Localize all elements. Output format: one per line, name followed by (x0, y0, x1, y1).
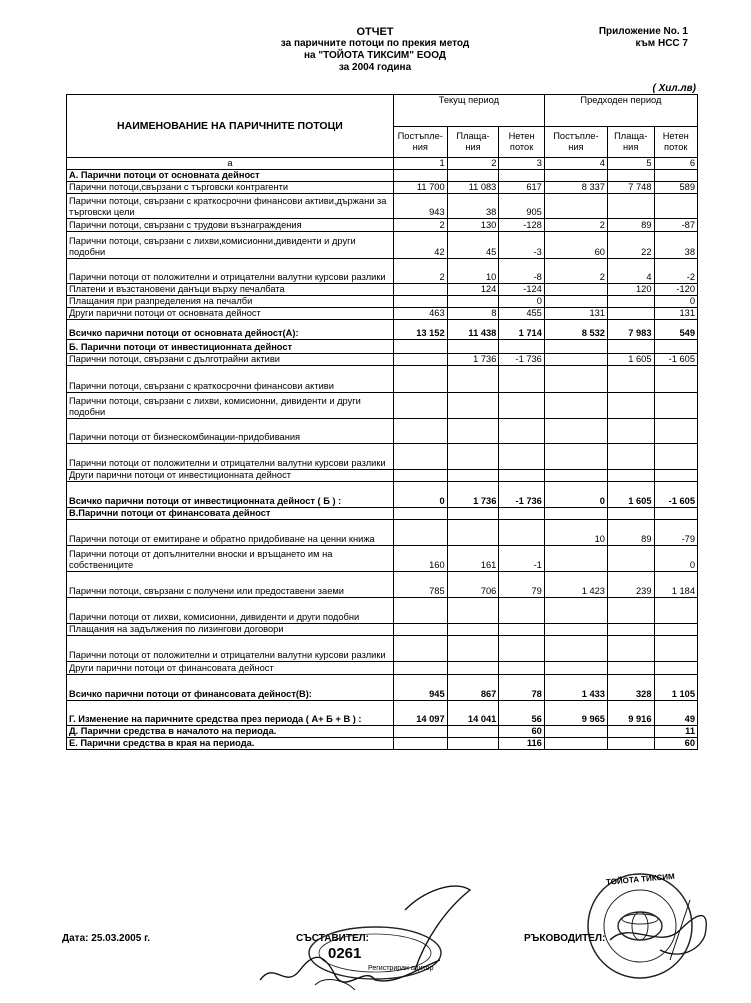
value-cell: 60 (654, 738, 698, 750)
unit-label: ( Хил.лв) (652, 83, 696, 94)
value-cell: 7 748 (607, 182, 654, 194)
index-cell: 1 (393, 158, 447, 170)
value-cell: 11 083 (447, 182, 499, 194)
annex-line-1: Приложение No. 1 (598, 26, 688, 37)
value-cell: 89 (607, 520, 654, 546)
value-cell: 463 (393, 308, 447, 320)
table-row (67, 320, 698, 340)
value-cell (607, 194, 654, 219)
value-cell: 2 (544, 259, 607, 284)
row-label: Парични потоци от положителни и отрицателни валутни курсови разлики (67, 444, 394, 470)
value-cell (654, 170, 698, 182)
value-cell (654, 662, 698, 675)
value-cell: 89 (607, 219, 654, 232)
value-cell (393, 393, 447, 419)
value-cell (607, 624, 654, 636)
value-cell: 867 (447, 675, 499, 701)
value-cell (607, 470, 654, 482)
value-cell: 11 700 (393, 182, 447, 194)
value-cell: 60 (544, 232, 607, 259)
value-cell (544, 296, 607, 308)
value-cell (654, 444, 698, 470)
annex-reference (548, 26, 688, 50)
value-cell (607, 393, 654, 419)
row-label: Парични потоци,свързани с търговски контрагенти (67, 182, 394, 194)
value-cell (607, 546, 654, 572)
value-cell (654, 366, 698, 393)
row-label: Други парични потоци от инвестиционната дейност (67, 470, 394, 482)
value-cell: 2 (393, 259, 447, 284)
table-row (67, 393, 698, 419)
row-label: Парични потоци, свързани с краткосрочни финансови активи (67, 366, 394, 393)
value-cell (499, 444, 545, 470)
table-row (67, 598, 698, 624)
compiler-stamp-text: Регистриран одитор (368, 965, 434, 972)
value-cell (544, 546, 607, 572)
value-cell (544, 444, 607, 470)
value-cell (654, 419, 698, 444)
index-cell: 4 (544, 158, 607, 170)
value-cell: 7 983 (607, 320, 654, 340)
value-cell (654, 340, 698, 354)
value-cell: -8 (499, 259, 545, 284)
value-cell (393, 738, 447, 750)
value-cell: 1 736 (447, 482, 499, 508)
value-cell: -120 (654, 284, 698, 296)
value-cell (544, 470, 607, 482)
value-cell: -3 (499, 232, 545, 259)
value-cell (499, 508, 545, 520)
value-cell (654, 194, 698, 219)
table-row (67, 546, 698, 572)
value-cell: 2 (393, 219, 447, 232)
value-cell (654, 470, 698, 482)
index-cell: а (67, 158, 394, 170)
value-cell: 8 337 (544, 182, 607, 194)
cash-flow-table (66, 94, 698, 750)
row-label: Парични потоци, свързани с лихви, комисионни, дивиденти и други подобни (67, 393, 394, 419)
value-cell: 549 (654, 320, 698, 340)
table-row (67, 194, 698, 219)
value-cell: 785 (393, 572, 447, 598)
current-period-header: Текущ период (393, 95, 544, 127)
row-label: Г. Изменение на паричните средства през периода ( А+ Б + В ) : (67, 701, 394, 726)
value-cell (499, 340, 545, 354)
value-cell (544, 419, 607, 444)
value-cell: 131 (544, 308, 607, 320)
value-cell (499, 636, 545, 662)
value-cell: 1 184 (654, 572, 698, 598)
value-cell: 45 (447, 232, 499, 259)
value-cell: 1 605 (607, 482, 654, 508)
table-row (67, 520, 698, 546)
value-cell (499, 419, 545, 444)
name-column-header: НАИМЕНОВАНИЕ НА ПАРИЧНИТЕ ПОТОЦИ (67, 95, 394, 158)
value-cell (499, 170, 545, 182)
value-cell (607, 598, 654, 624)
value-cell: 1 433 (544, 675, 607, 701)
table-row (67, 726, 698, 738)
value-cell (544, 598, 607, 624)
value-cell (544, 662, 607, 675)
row-label: Парични потоци от положителни и отрицателни валутни курсови разлики (67, 636, 394, 662)
value-cell (544, 194, 607, 219)
value-cell (447, 636, 499, 662)
value-cell: 0 (544, 482, 607, 508)
previous-period-header: Предходен период (544, 95, 697, 127)
value-cell: 116 (499, 738, 545, 750)
value-cell: -1 605 (654, 354, 698, 366)
value-cell: 124 (447, 284, 499, 296)
index-cell: 5 (607, 158, 654, 170)
value-cell: -1 605 (654, 482, 698, 508)
value-cell: 455 (499, 308, 545, 320)
annex-line-2: към НСС 7 (635, 38, 688, 49)
value-cell: 78 (499, 675, 545, 701)
value-cell (654, 508, 698, 520)
value-cell (393, 598, 447, 624)
value-cell (499, 520, 545, 546)
value-cell (544, 508, 607, 520)
value-cell: 160 (393, 546, 447, 572)
value-cell: 0 (654, 546, 698, 572)
table-row (67, 354, 698, 366)
value-cell (654, 624, 698, 636)
value-cell (393, 340, 447, 354)
value-cell: 161 (447, 546, 499, 572)
manager-label: РЪКОВОДИТЕЛ: (524, 933, 606, 944)
value-cell (393, 726, 447, 738)
table-row (67, 662, 698, 675)
value-cell: -2 (654, 259, 698, 284)
index-cell: 3 (499, 158, 545, 170)
value-cell (607, 340, 654, 354)
row-label: Всичко парични потоци от финансовата дейност(В): (67, 675, 394, 701)
value-cell (447, 520, 499, 546)
value-cell: -1 736 (499, 354, 545, 366)
table-row (67, 340, 698, 354)
row-label: Парични потоци, свързани с краткосрочни финансови активи,държани за търговски цели (67, 194, 394, 219)
value-cell (607, 508, 654, 520)
value-cell (499, 598, 545, 624)
value-cell: 943 (393, 194, 447, 219)
row-label: Парични потоци от положителни и отрицателни валутни курсови разлики (67, 259, 394, 284)
value-cell (654, 393, 698, 419)
value-cell: 945 (393, 675, 447, 701)
index-cell: 2 (447, 158, 499, 170)
row-label: Плащания на задължения по лизингови договори (67, 624, 394, 636)
value-cell (447, 598, 499, 624)
row-label: Парични потоци, свързани с дълготрайни активи (67, 354, 394, 366)
value-cell (499, 366, 545, 393)
col-header-4: Постъпле-ния (544, 127, 607, 158)
value-cell (544, 624, 607, 636)
table-row (67, 636, 698, 662)
table-row (67, 170, 698, 182)
value-cell: 0 (499, 296, 545, 308)
report-subtitle: за паричните потоци по прекия метод (280, 38, 470, 49)
value-cell (393, 419, 447, 444)
table-row (67, 259, 698, 284)
value-cell: 56 (499, 701, 545, 726)
value-cell: 130 (447, 219, 499, 232)
table-row (67, 232, 698, 259)
table-row (67, 308, 698, 320)
table-row (67, 701, 698, 726)
value-cell (447, 726, 499, 738)
value-cell: 8 (447, 308, 499, 320)
value-cell: 14 041 (447, 701, 499, 726)
table-row (67, 482, 698, 508)
report-date: Дата: 25.03.2005 г. (62, 933, 151, 944)
value-cell: 706 (447, 572, 499, 598)
col-header-2: Плаща-ния (447, 127, 499, 158)
compiler-stamp-number: 0261 (328, 945, 362, 962)
value-cell (393, 444, 447, 470)
value-cell (447, 419, 499, 444)
value-cell (499, 624, 545, 636)
value-cell: 0 (393, 482, 447, 508)
value-cell: 11 (654, 726, 698, 738)
index-cell: 6 (654, 158, 698, 170)
row-label: Д. Парични средства в началото на периода. (67, 726, 394, 738)
value-cell (607, 170, 654, 182)
value-cell: 239 (607, 572, 654, 598)
row-label: Б. Парични потоци от инвестиционната дейност (67, 340, 394, 354)
value-cell (393, 508, 447, 520)
report-title: ОТЧЕТ (356, 26, 394, 38)
value-cell: -128 (499, 219, 545, 232)
value-cell (447, 738, 499, 750)
value-cell: 38 (654, 232, 698, 259)
company-name: на "ТОЙОТА ТИКСИМ" ЕООД (304, 50, 446, 61)
value-cell: 1 736 (447, 354, 499, 366)
value-cell (393, 366, 447, 393)
value-cell (544, 726, 607, 738)
value-cell (544, 354, 607, 366)
value-cell (447, 170, 499, 182)
compiler-signature (255, 870, 485, 1000)
value-cell (654, 598, 698, 624)
value-cell: -79 (654, 520, 698, 546)
value-cell (607, 419, 654, 444)
col-header-1: Постъпле-ния (393, 127, 447, 158)
value-cell (447, 508, 499, 520)
row-label: Е. Парични средства в края на периода. (67, 738, 394, 750)
value-cell: -87 (654, 219, 698, 232)
row-label: Парични потоци от допълнителни вноски и връщането им на собствениците (67, 546, 394, 572)
value-cell (499, 662, 545, 675)
row-label: Парични потоци от лихви, комисионни, дивиденти и други подобни (67, 598, 394, 624)
value-cell (654, 636, 698, 662)
table-row (67, 470, 698, 482)
value-cell: 10 (447, 259, 499, 284)
value-cell (607, 662, 654, 675)
value-cell (607, 738, 654, 750)
row-label: Всичко парични потоци от основната дейност(А): (67, 320, 394, 340)
value-cell: -1 (499, 546, 545, 572)
value-cell (499, 393, 545, 419)
value-cell (393, 662, 447, 675)
value-cell (447, 444, 499, 470)
value-cell (607, 444, 654, 470)
value-cell: 0 (654, 296, 698, 308)
table-row (67, 366, 698, 393)
value-cell: 60 (499, 726, 545, 738)
table-row (67, 296, 698, 308)
row-label: Парични потоци от бизнескомбинации-придобивания (67, 419, 394, 444)
value-cell (544, 170, 607, 182)
value-cell: 38 (447, 194, 499, 219)
value-cell (447, 340, 499, 354)
row-label: Всичко парични потоци от инвестиционната дейност ( Б ) : (67, 482, 394, 508)
value-cell (499, 470, 545, 482)
table-row (67, 675, 698, 701)
table-row (67, 182, 698, 194)
value-cell: 2 (544, 219, 607, 232)
value-cell (393, 170, 447, 182)
table-row (67, 508, 698, 520)
compiler-label: СЪСТАВИТЕЛ: (296, 933, 369, 944)
value-cell: 49 (654, 701, 698, 726)
col-header-5: Плаща-ния (607, 127, 654, 158)
table-row (67, 624, 698, 636)
value-cell: 42 (393, 232, 447, 259)
value-cell (544, 393, 607, 419)
value-cell (544, 738, 607, 750)
col-header-3: Нетен поток (499, 127, 545, 158)
row-label: Парични потоци от емитиране и обратно придобиване на ценни книжа (67, 520, 394, 546)
company-stamp-text: ТОЙОТА ТИКСИМ (605, 871, 676, 887)
table-row (67, 284, 698, 296)
value-cell (544, 284, 607, 296)
value-cell (393, 284, 447, 296)
table-row (67, 444, 698, 470)
value-cell (447, 296, 499, 308)
row-label: Платени и възстановени данъци върху печалбата (67, 284, 394, 296)
table-row (67, 738, 698, 750)
value-cell: 328 (607, 675, 654, 701)
row-label: Други парични потоци от финансовата дейност (67, 662, 394, 675)
value-cell: 1 105 (654, 675, 698, 701)
row-label: А. Парични потоци от основната дейност (67, 170, 394, 182)
value-cell (393, 354, 447, 366)
value-cell (393, 296, 447, 308)
row-label: Парични потоци, свързани с получени или предоставени заеми (67, 572, 394, 598)
value-cell: 11 438 (447, 320, 499, 340)
value-cell: 589 (654, 182, 698, 194)
value-cell: 131 (654, 308, 698, 320)
report-year: за 2004 година (338, 62, 412, 73)
value-cell: -1 736 (499, 482, 545, 508)
value-cell: 120 (607, 284, 654, 296)
index-row (67, 158, 698, 170)
value-cell: 13 152 (393, 320, 447, 340)
value-cell (393, 624, 447, 636)
value-cell: 1 605 (607, 354, 654, 366)
col-header-6: Нетен поток (654, 127, 698, 158)
value-cell: 14 097 (393, 701, 447, 726)
value-cell (393, 470, 447, 482)
value-cell (447, 393, 499, 419)
row-label: Плащания при разпределения на печалби (67, 296, 394, 308)
value-cell: 79 (499, 572, 545, 598)
table-row (67, 219, 698, 232)
value-cell (393, 636, 447, 662)
value-cell: 8 532 (544, 320, 607, 340)
row-label: В.Парични потоци от финансовата дейност (67, 508, 394, 520)
value-cell (393, 520, 447, 546)
value-cell (447, 366, 499, 393)
value-cell (544, 340, 607, 354)
value-cell (607, 308, 654, 320)
report-title-block (210, 26, 540, 74)
value-cell: 9 916 (607, 701, 654, 726)
value-cell: 1 714 (499, 320, 545, 340)
value-cell: 4 (607, 259, 654, 284)
table-row (67, 572, 698, 598)
row-label: Други парични потоци от основната дейност (67, 308, 394, 320)
value-cell: 905 (499, 194, 545, 219)
value-cell: 617 (499, 182, 545, 194)
manager-signature (600, 880, 720, 970)
value-cell: 9 965 (544, 701, 607, 726)
value-cell (607, 636, 654, 662)
value-cell (607, 296, 654, 308)
value-cell: 10 (544, 520, 607, 546)
value-cell (447, 662, 499, 675)
row-label: Парични потоци, свързани с лихви,комисионни,дивиденти и други подобни (67, 232, 394, 259)
value-cell (544, 366, 607, 393)
table-row (67, 419, 698, 444)
value-cell (447, 470, 499, 482)
value-cell (544, 636, 607, 662)
value-cell: 22 (607, 232, 654, 259)
value-cell (447, 624, 499, 636)
value-cell: 1 423 (544, 572, 607, 598)
value-cell: -124 (499, 284, 545, 296)
value-cell (607, 366, 654, 393)
row-label: Парични потоци, свързани с трудови възнаграждения (67, 219, 394, 232)
value-cell (607, 726, 654, 738)
